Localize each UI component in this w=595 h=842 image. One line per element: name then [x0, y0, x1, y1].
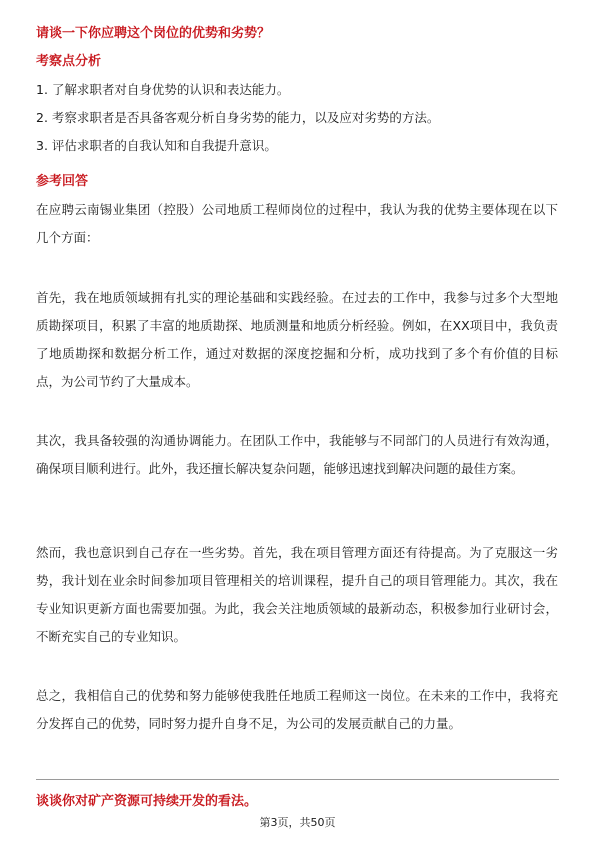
analysis-item: 2. 考察求职者是否具备客观分析自身劣势的能力，以及应对劣势的方法。 [36, 110, 440, 125]
analysis-heading: 考察点分析 [36, 54, 102, 69]
answer-paragraph: 首先，我在地质领域拥有扎实的理论基础和实践经验。在过去的工作中，我参与过多个大型地质勘探项目，积累了丰富的地质勘探、地质测量和地质分析经验。例如，在XX项目中，我负责了地质勘探和数据分析工作，通过对数据的深度挖掘和分析，成功找到了多个有价值的目标点，为公司节约了大量成本。 [36, 290, 558, 389]
question-title: 请谈一下你应聘这个岗位的优势和劣势？ [36, 26, 271, 41]
answer-paragraph: 然而，我也意识到自己存在一些劣势。首先，我在项目管理方面还有待提高。为了克服这一劣势，我计划在业余时间参加项目管理相关的培训课程，提升自己的项目管理能力。其次，我在专业知识更新方面也需要加强。为此，我会关注地质领域的最新动态，积极参加行业研讨会，不断充实自己的专业知识。 [36, 545, 558, 644]
next-question-title: 谈谈你对矿产资源可持续开发的看法。 [36, 794, 258, 809]
analysis-item: 3. 评估求职者的自我认知和自我提升意识。 [36, 138, 277, 153]
section-divider [36, 779, 559, 780]
answer-paragraph: 其次，我具备较强的沟通协调能力。在团队工作中，我能够与不同部门的人员进行有效沟通，确保项目顺利进行。此外，我还擅长解决复杂问题，能够迅速找到解决问题的最佳方案。 [36, 433, 558, 476]
analysis-item: 1. 了解求职者对自身优势的认识和表达能力。 [36, 82, 290, 97]
answer-paragraph: 在应聘云南锡业集团（控股）公司地质工程师岗位的过程中，我认为我的优势主要体现在以下几个方面： [36, 202, 558, 245]
page-number: 第3页，共50页 [259, 816, 336, 829]
answer-heading: 参考回答 [36, 174, 89, 189]
answer-paragraph: 总之，我相信自己的优势和努力能够使我胜任地质工程师这一岗位。在未来的工作中，我将充分发挥自己的优势，同时努力提升自身不足，为公司的发展贡献自己的力量。 [36, 688, 558, 731]
